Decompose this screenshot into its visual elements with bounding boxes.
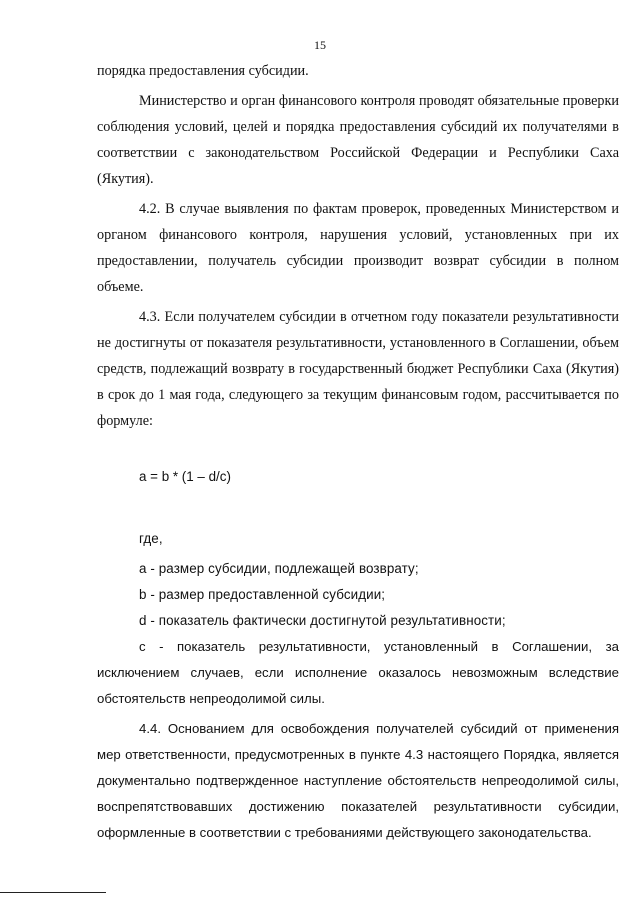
paragraph-continuation: порядка предоставления субсидии. [97,63,309,79]
where-label: где, [139,531,163,546]
page-number: 15 [314,38,326,52]
paragraph-4-4: 4.4. Основанием для освобождения получателей субсидий от применения мер ответственности, предусмотренных в пункте 4.3 настоящего Порядка, является документально подтвержденное наступление обстоятельств непреодолимой силы, воспрепятствовавших достижению показателей результативности субсидии, оформленные в соответствии с требованиями действующего законодательства. [97,721,619,840]
document-body [97,58,619,846]
definition-c: c - показатель результативности, установленный в Соглашении, за исключением случаев, если исполнение оказалось невозможным вследствие обстоятельств непреодолимой силы. [97,639,619,706]
paragraph-control-checks: Министерство и орган финансового контроля проводят обязательные проверки соблюдения условий, целей и порядка предоставления субсидий их получателями в соответствии с законодательством Российской Федерации и Республики Саха (Якутия). [97,93,619,187]
definition-a: a - размер субсидии, подлежащей возврату; [139,561,419,576]
definition-d: d - показатель фактически достигнутой результативности; [139,613,506,628]
paragraph-4-2: 4.2. В случае выявления по фактам проверок, проведенных Министерством и органом финансового контроля, нарушения условий, установленных при их предоставлении, получатель субсидии производит возврат субсидии в полном объеме. [97,201,619,295]
paragraph-4-3: 4.3. Если получателем субсидии в отчетном году показатели результативности не достигнуты от показателя результативности, установленного в Соглашении, объем средств, подлежащий возврату в государственный бюджет Республики Саха (Якутия) в срок до 1 мая года, следующего за текущим финансовым годом, рассчитывается по формуле: [97,309,619,429]
footer-rule [0,892,106,893]
refund-formula: a = b * (1 – d/c) [139,469,231,484]
definition-b: b - размер предоставленной субсидии; [139,587,386,602]
